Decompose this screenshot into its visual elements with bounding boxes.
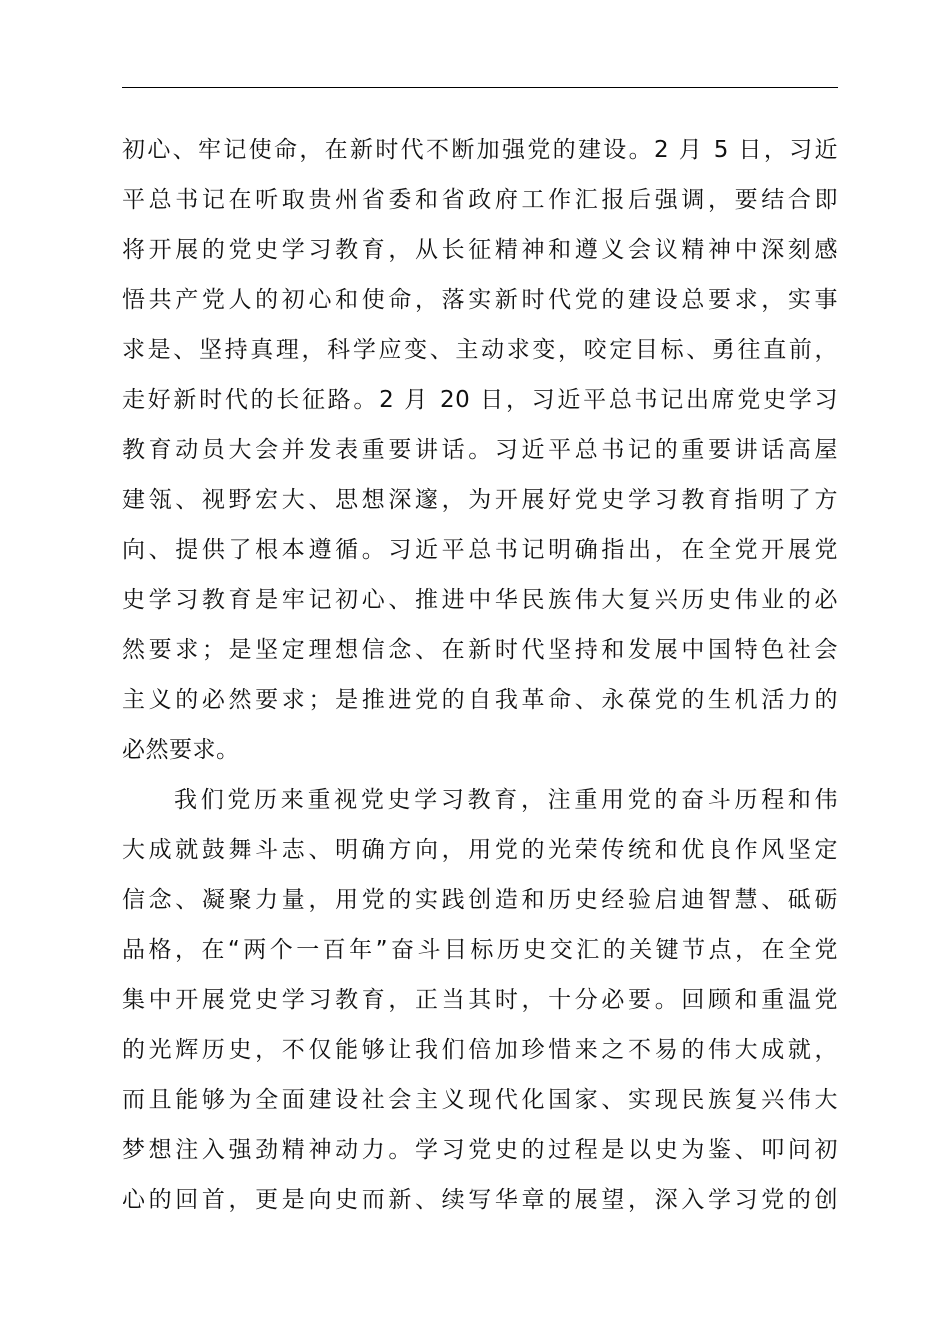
text-line: 向、提供了根本遵循。习近平总书记明确指出，在全党开展党 <box>122 537 838 563</box>
text-line: 信念、凝聚力量，用党的实践创造和历史经验启迪智慧、砥砺 <box>122 887 838 913</box>
paragraph-2 <box>122 775 838 1225</box>
text-line: 我们党历来重视党史学习教育，注重用党的奋斗历程和伟 <box>174 787 838 813</box>
text-line: 悟共产党人的初心和使命，落实新时代党的建设总要求，实事 <box>122 287 838 313</box>
header-divider <box>122 87 838 88</box>
text-line: 将开展的党史学习教育，从长征精神和遵义会议精神中深刻感 <box>122 237 838 263</box>
text-line: 求是、坚持真理，科学应变、主动求变，咬定目标、勇往直前， <box>122 337 838 363</box>
text-line: 梦想注入强劲精神动力。学习党史的过程是以史为鉴、叩问初 <box>122 1137 838 1163</box>
text-line: 大成就鼓舞斗志、明确方向，用党的光荣传统和优良作风坚定 <box>122 837 838 863</box>
document-body <box>122 125 838 1225</box>
text-line: 品格，在“两个一百年”奋斗目标历史交汇的关键节点，在全党 <box>122 937 838 963</box>
text-line: 初心、牢记使命，在新时代不断加强党的建设。2 月 5 日，习近 <box>122 137 838 163</box>
text-line: 史学习教育是牢记初心、推进中华民族伟大复兴历史伟业的必 <box>122 587 838 613</box>
text-line: 然要求；是坚定理想信念、在新时代坚持和发展中国特色社会 <box>122 637 838 663</box>
text-line: 心的回首，更是向史而新、续写华章的展望，深入学习党的创 <box>122 1187 838 1213</box>
text-line: 平总书记在听取贵州省委和省政府工作汇报后强调，要结合即 <box>122 187 838 213</box>
text-line: 走好新时代的长征路。2 月 20 日，习近平总书记出席党史学习 <box>122 387 838 413</box>
text-line: 集中开展党史学习教育，正当其时，十分必要。回顾和重温党 <box>122 987 838 1013</box>
text-line: 而且能够为全面建设社会主义现代化国家、实现民族复兴伟大 <box>122 1087 838 1113</box>
text-line: 主义的必然要求；是推进党的自我革命、永葆党的生机活力的 <box>122 687 838 713</box>
paragraph-1 <box>122 125 838 775</box>
text-line: 的光辉历史，不仅能够让我们倍加珍惜来之不易的伟大成就， <box>122 1037 838 1063</box>
text-line: 建瓴、视野宏大、思想深邃，为开展好党史学习教育指明了方 <box>122 487 838 513</box>
text-line: 教育动员大会并发表重要讲话。习近平总书记的重要讲话高屋 <box>122 437 838 463</box>
text-line: 必然要求。 <box>122 737 240 763</box>
